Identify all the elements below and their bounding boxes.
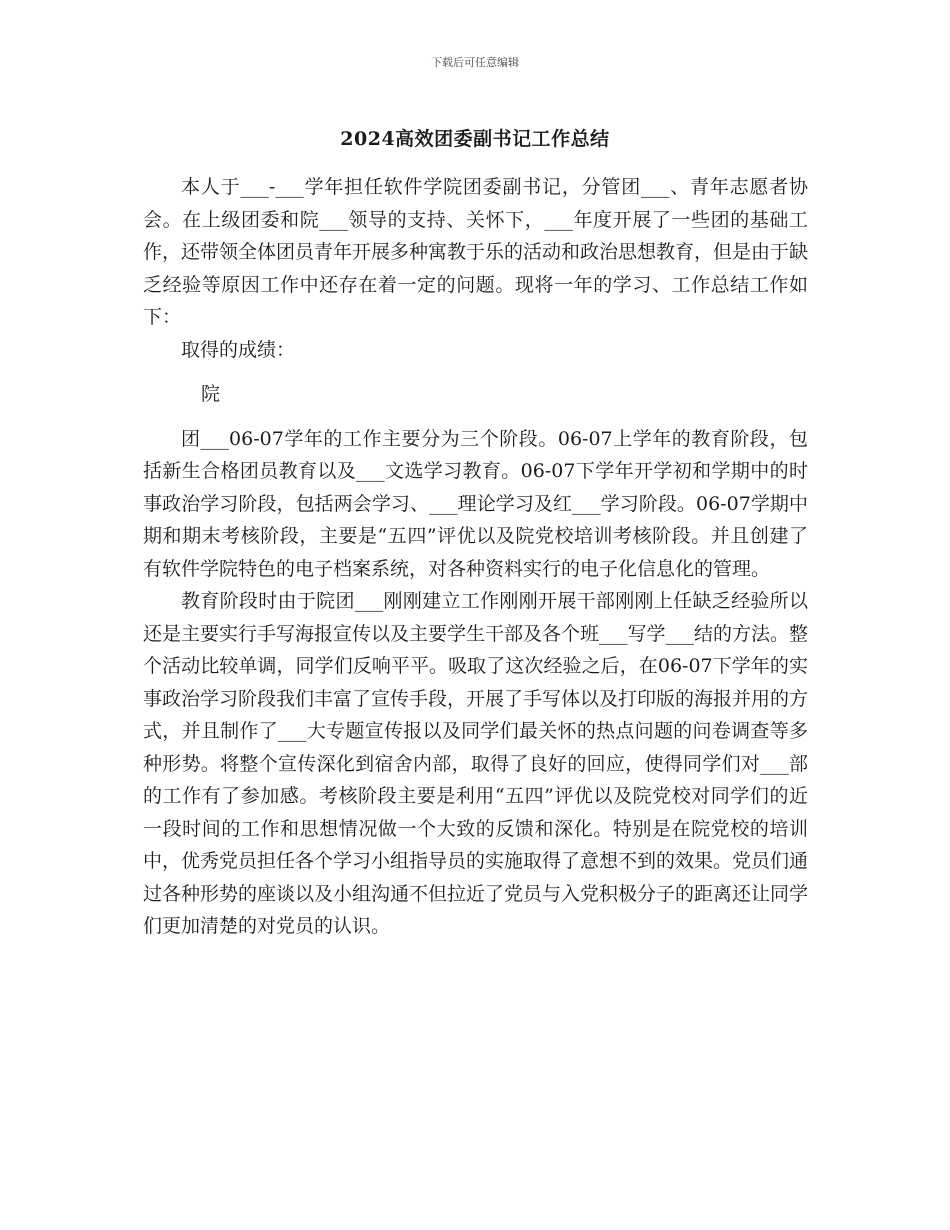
document-body xyxy=(143,171,808,943)
paragraph-achievements-heading: 取得的成绩： xyxy=(181,338,296,361)
paragraph-education: 教育阶段时由于院团___刚刚建立工作刚刚开展干部刚刚上任缺乏经验所以还是主要实行手写海报宣传以及主要学生干部及各个班___写学___结的方法。整个活动比较单调，同学们反响平平。吸取了这次经验之后，在06-07下学年的实事政治学习阶段我们丰富了宣传手段，开展了手写体以及打印版的海报并用的方式，并且制作了___大专题宣传报以及同学们最关怀的热点问题的问卷调查等多种形势。将整个宣传深化到宿舍内部，取得了良好的回应，使得同学们对___部的工作有了参加感。考核阶段主要是利用“五四”评优以及院党校对同学们的近一段时间的工作和思想情况做一个大致的反馈和深化。特别是在院党校的培训中，优秀党员担任各个学习小组指导员的实施取得了意想不到的效果。党员们通过各种形势的座谈以及小组沟通不但拉近了党员与入党积极分子的距离还让同学们更加清楚的对党员的认识。 xyxy=(143,590,809,937)
paragraph-intro: 本人于___-___学年担任软件学院团委副书记，分管团___、青年志愿者协会。在上级团委和院___领导的支持、关怀下，___年度开展了一些团的基础工作，还带领全体团员青年开展多种寓教于乐的活动和政治思想教育，但是由于缺乏经验等原因工作中还存在着一定的问题。现将一年的学习、工作总结工作如下： xyxy=(143,176,809,328)
document-title: 2024高效团委副书记工作总结 xyxy=(340,128,610,150)
paragraph-fragment: 院 xyxy=(201,383,221,405)
paragraph-stages: 团___06-07学年的工作主要分为三个阶段。06-07上学年的教育阶段，包括新生合格团员教育以及___文选学习教育。06-07下学年开学初和学期中的时事政治学习阶段，包括两会学习、___理论学习及红___学习阶段。06-07学期中期和期末考核阶段，主要是“五四”评优以及院党校培训考核阶段。并且创建了有软件学院特色的电子档案系统，对各种资料实行的电子化信息化的管理。 xyxy=(143,427,808,580)
header-note: 下载后可任意编辑 xyxy=(431,56,519,69)
